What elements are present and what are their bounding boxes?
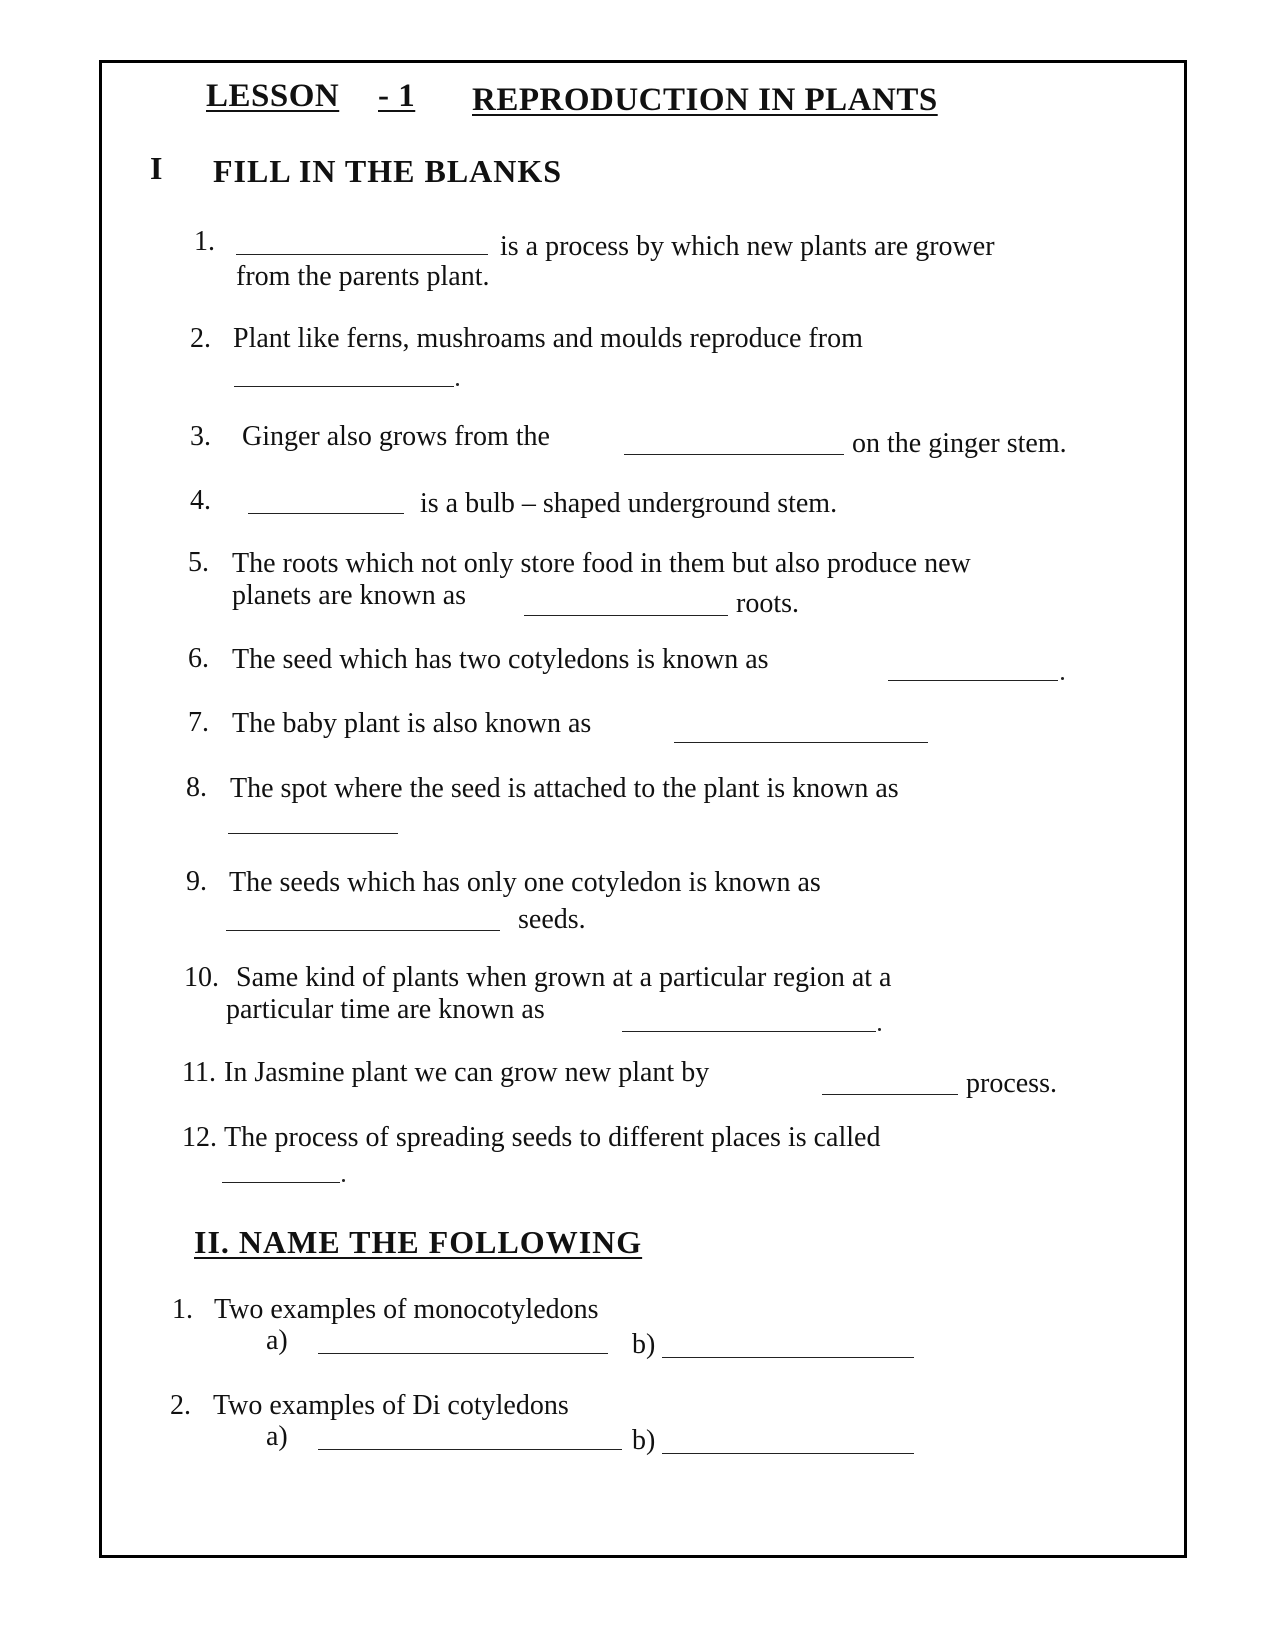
q7-text: The baby plant is also known as [232, 708, 592, 739]
q8-number: 8. [186, 772, 207, 803]
name-q1-text: Two examples of monocotyledons [214, 1294, 599, 1325]
q7-number: 7. [188, 707, 209, 738]
q4-blank[interactable] [248, 513, 404, 514]
name-q1-number: 1. [172, 1294, 193, 1325]
q1-blank[interactable] [236, 254, 488, 255]
q10-number: 10. [184, 962, 219, 993]
name-q1-a-label: a) [266, 1325, 288, 1356]
q10-text: Same kind of plants when grown at a particular region at a [236, 962, 892, 993]
q9-text-cont: seeds. [518, 904, 586, 935]
q8-blank[interactable] [228, 833, 398, 834]
name-q2-number: 2. [170, 1390, 191, 1421]
q10-period [878, 1028, 881, 1031]
q12-number: 12. [182, 1122, 217, 1153]
name-q2-b-label: b) [632, 1425, 656, 1456]
q9-number: 9. [186, 866, 207, 897]
section-2-title: II. NAME THE FOLLOWING [194, 1224, 643, 1260]
name-q2-text: Two examples of Di cotyledons [213, 1390, 569, 1421]
q4-text: is a bulb – shaped underground stem. [420, 488, 838, 519]
q2-period [456, 383, 459, 386]
q11-text: In Jasmine plant we can grow new plant by [224, 1057, 710, 1088]
q10-blank[interactable] [622, 1031, 876, 1032]
q2-text: Plant like ferns, mushroams and moulds reproduce from [233, 323, 863, 354]
q1-text-cont: from the parents plant. [236, 261, 490, 292]
q1-number: 1. [194, 226, 215, 257]
q5-blank[interactable] [524, 615, 728, 616]
name-q2-b-blank[interactable] [662, 1453, 914, 1454]
q11-blank[interactable] [822, 1094, 958, 1095]
q8-text: The spot where the seed is attached to the plant is known as [230, 773, 899, 804]
lesson-title: REPRODUCTION IN PLANTS [472, 82, 938, 118]
q10-text-cont: particular time are known as [226, 994, 545, 1025]
section-1-roman: I [150, 150, 164, 186]
q11-text-cont: process. [966, 1068, 1057, 1099]
q1-text: is a process by which new plants are grower [500, 231, 995, 262]
q5-number: 5. [188, 547, 209, 578]
q2-blank[interactable] [234, 386, 454, 387]
q12-text: The process of spreading seeds to different places is called [224, 1122, 881, 1153]
q3-text-cont: on the ginger stem. [852, 428, 1067, 459]
q3-text: Ginger also grows from the [242, 421, 550, 452]
q9-blank[interactable] [226, 930, 500, 931]
q3-blank[interactable] [624, 454, 844, 455]
q6-period [1061, 677, 1064, 680]
q11-number: 11. [182, 1057, 216, 1088]
q12-period [342, 1179, 345, 1182]
q2-number: 2. [190, 323, 211, 354]
name-q2-a-blank[interactable] [318, 1449, 622, 1450]
q5-text-end: roots. [736, 588, 799, 619]
q4-number: 4. [190, 485, 211, 516]
section-1-title: FILL IN THE BLANKS [213, 153, 563, 189]
lesson-label: LESSON [206, 78, 340, 114]
name-q1-b-blank[interactable] [662, 1357, 914, 1358]
name-q2-a-label: a) [266, 1421, 288, 1452]
q5-text: The roots which not only store food in them but also produce new [232, 548, 971, 579]
name-q1-a-blank[interactable] [318, 1353, 608, 1354]
q12-blank[interactable] [222, 1182, 340, 1183]
q6-text: The seed which has two cotyledons is known as [232, 644, 769, 675]
q5-text-cont: planets are known as [232, 580, 467, 611]
q6-number: 6. [188, 643, 209, 674]
lesson-number: - 1 [378, 78, 416, 114]
q9-text: The seeds which has only one cotyledon is known as [229, 867, 821, 898]
name-q1-b-label: b) [632, 1329, 656, 1360]
q6-blank[interactable] [888, 680, 1058, 681]
q7-blank[interactable] [674, 742, 928, 743]
q3-number: 3. [190, 421, 211, 452]
